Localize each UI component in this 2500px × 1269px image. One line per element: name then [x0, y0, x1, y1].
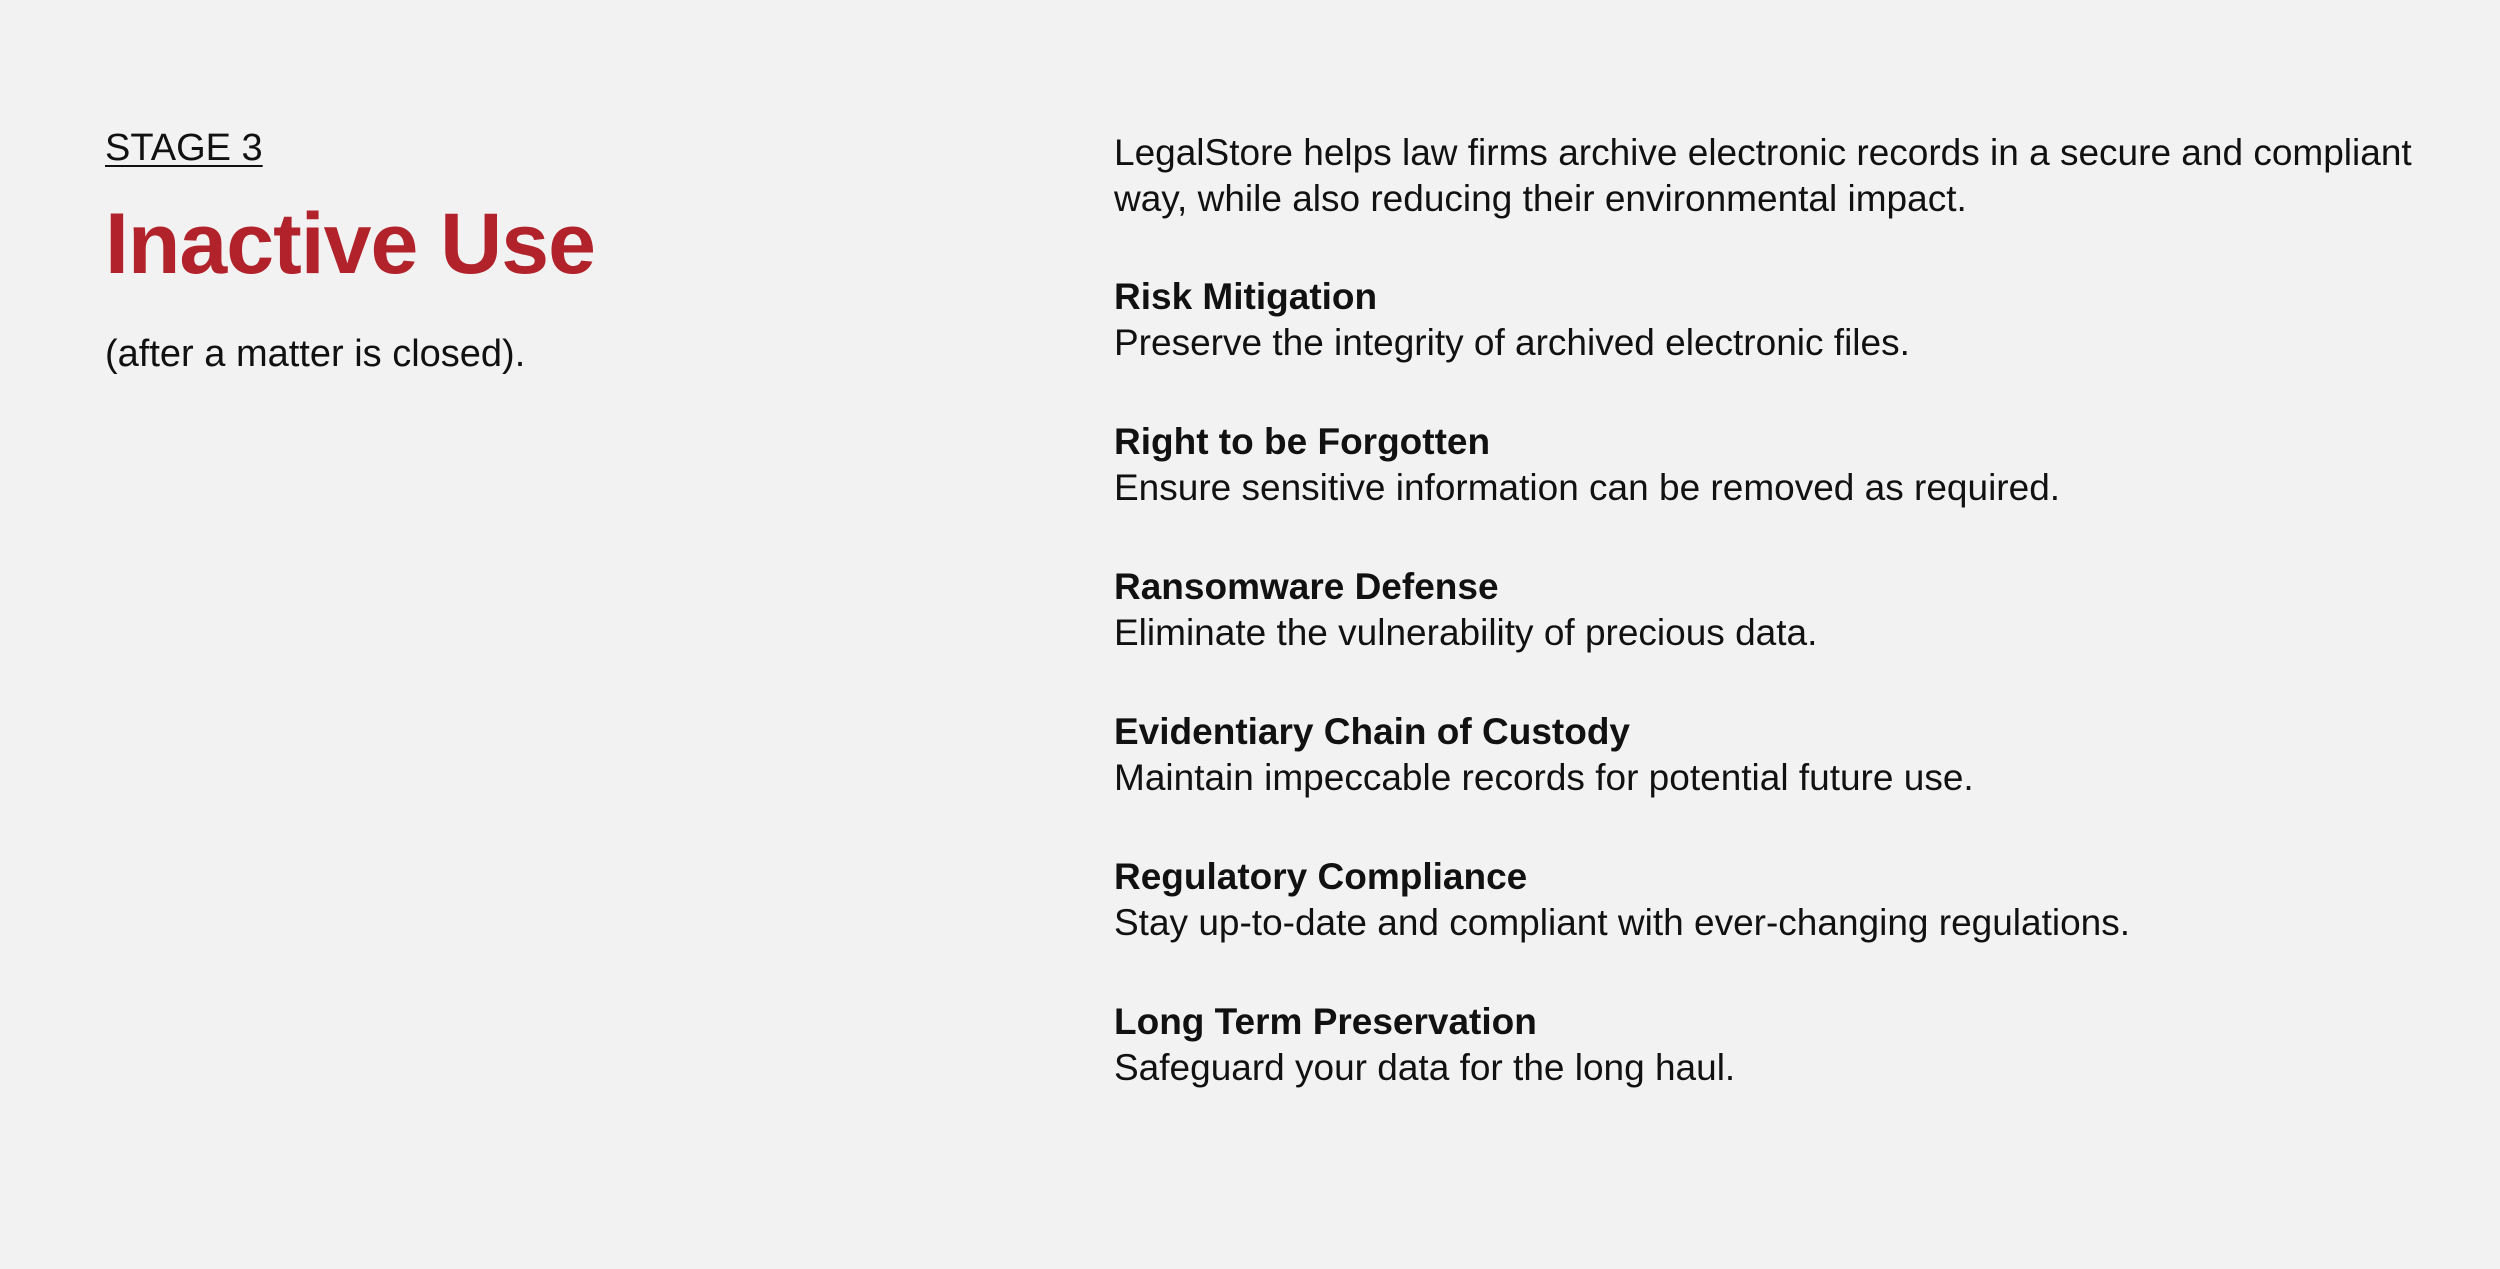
feature-title: Evidentiary Chain of Custody	[1114, 711, 1631, 752]
feature-description: Ensure sensitive information can be removed as required.	[1114, 467, 2061, 508]
feature-item-long-term-preservation	[1114, 999, 2414, 1091]
left-column	[105, 124, 1005, 378]
feature-description: Stay up-to-date and compliant with ever-changing regulations.	[1114, 902, 2131, 943]
feature-title: Risk Mitigation	[1114, 276, 1378, 317]
page-subtitle: (after a matter is closed).	[105, 333, 526, 375]
feature-description: Preserve the integrity of archived electronic files.	[1114, 322, 1910, 363]
stage-label: STAGE 3	[105, 127, 263, 169]
page-title: Inactive Use	[105, 196, 595, 292]
feature-title: Ransomware Defense	[1114, 566, 1499, 607]
feature-item-risk-mitigation	[1114, 274, 2414, 366]
feature-list	[1114, 274, 2414, 1091]
intro-text: LegalStore helps law firms archive electronic records in a secure and compliant way, while also reducing their environmental impact.	[1114, 132, 2412, 219]
feature-item-right-to-be-forgotten	[1114, 419, 2414, 511]
feature-item-ransomware-defense	[1114, 564, 2414, 656]
feature-description: Safeguard your data for the long haul.	[1114, 1047, 1736, 1088]
feature-title: Right to be Forgotten	[1114, 421, 1491, 462]
right-column	[1114, 130, 2414, 1091]
feature-item-chain-of-custody	[1114, 709, 2414, 801]
feature-description: Maintain impeccable records for potential future use.	[1114, 757, 1974, 798]
feature-item-regulatory-compliance	[1114, 854, 2414, 946]
feature-title: Long Term Preservation	[1114, 1001, 1537, 1042]
feature-title: Regulatory Compliance	[1114, 856, 1528, 897]
feature-description: Eliminate the vulnerability of precious data.	[1114, 612, 1818, 653]
